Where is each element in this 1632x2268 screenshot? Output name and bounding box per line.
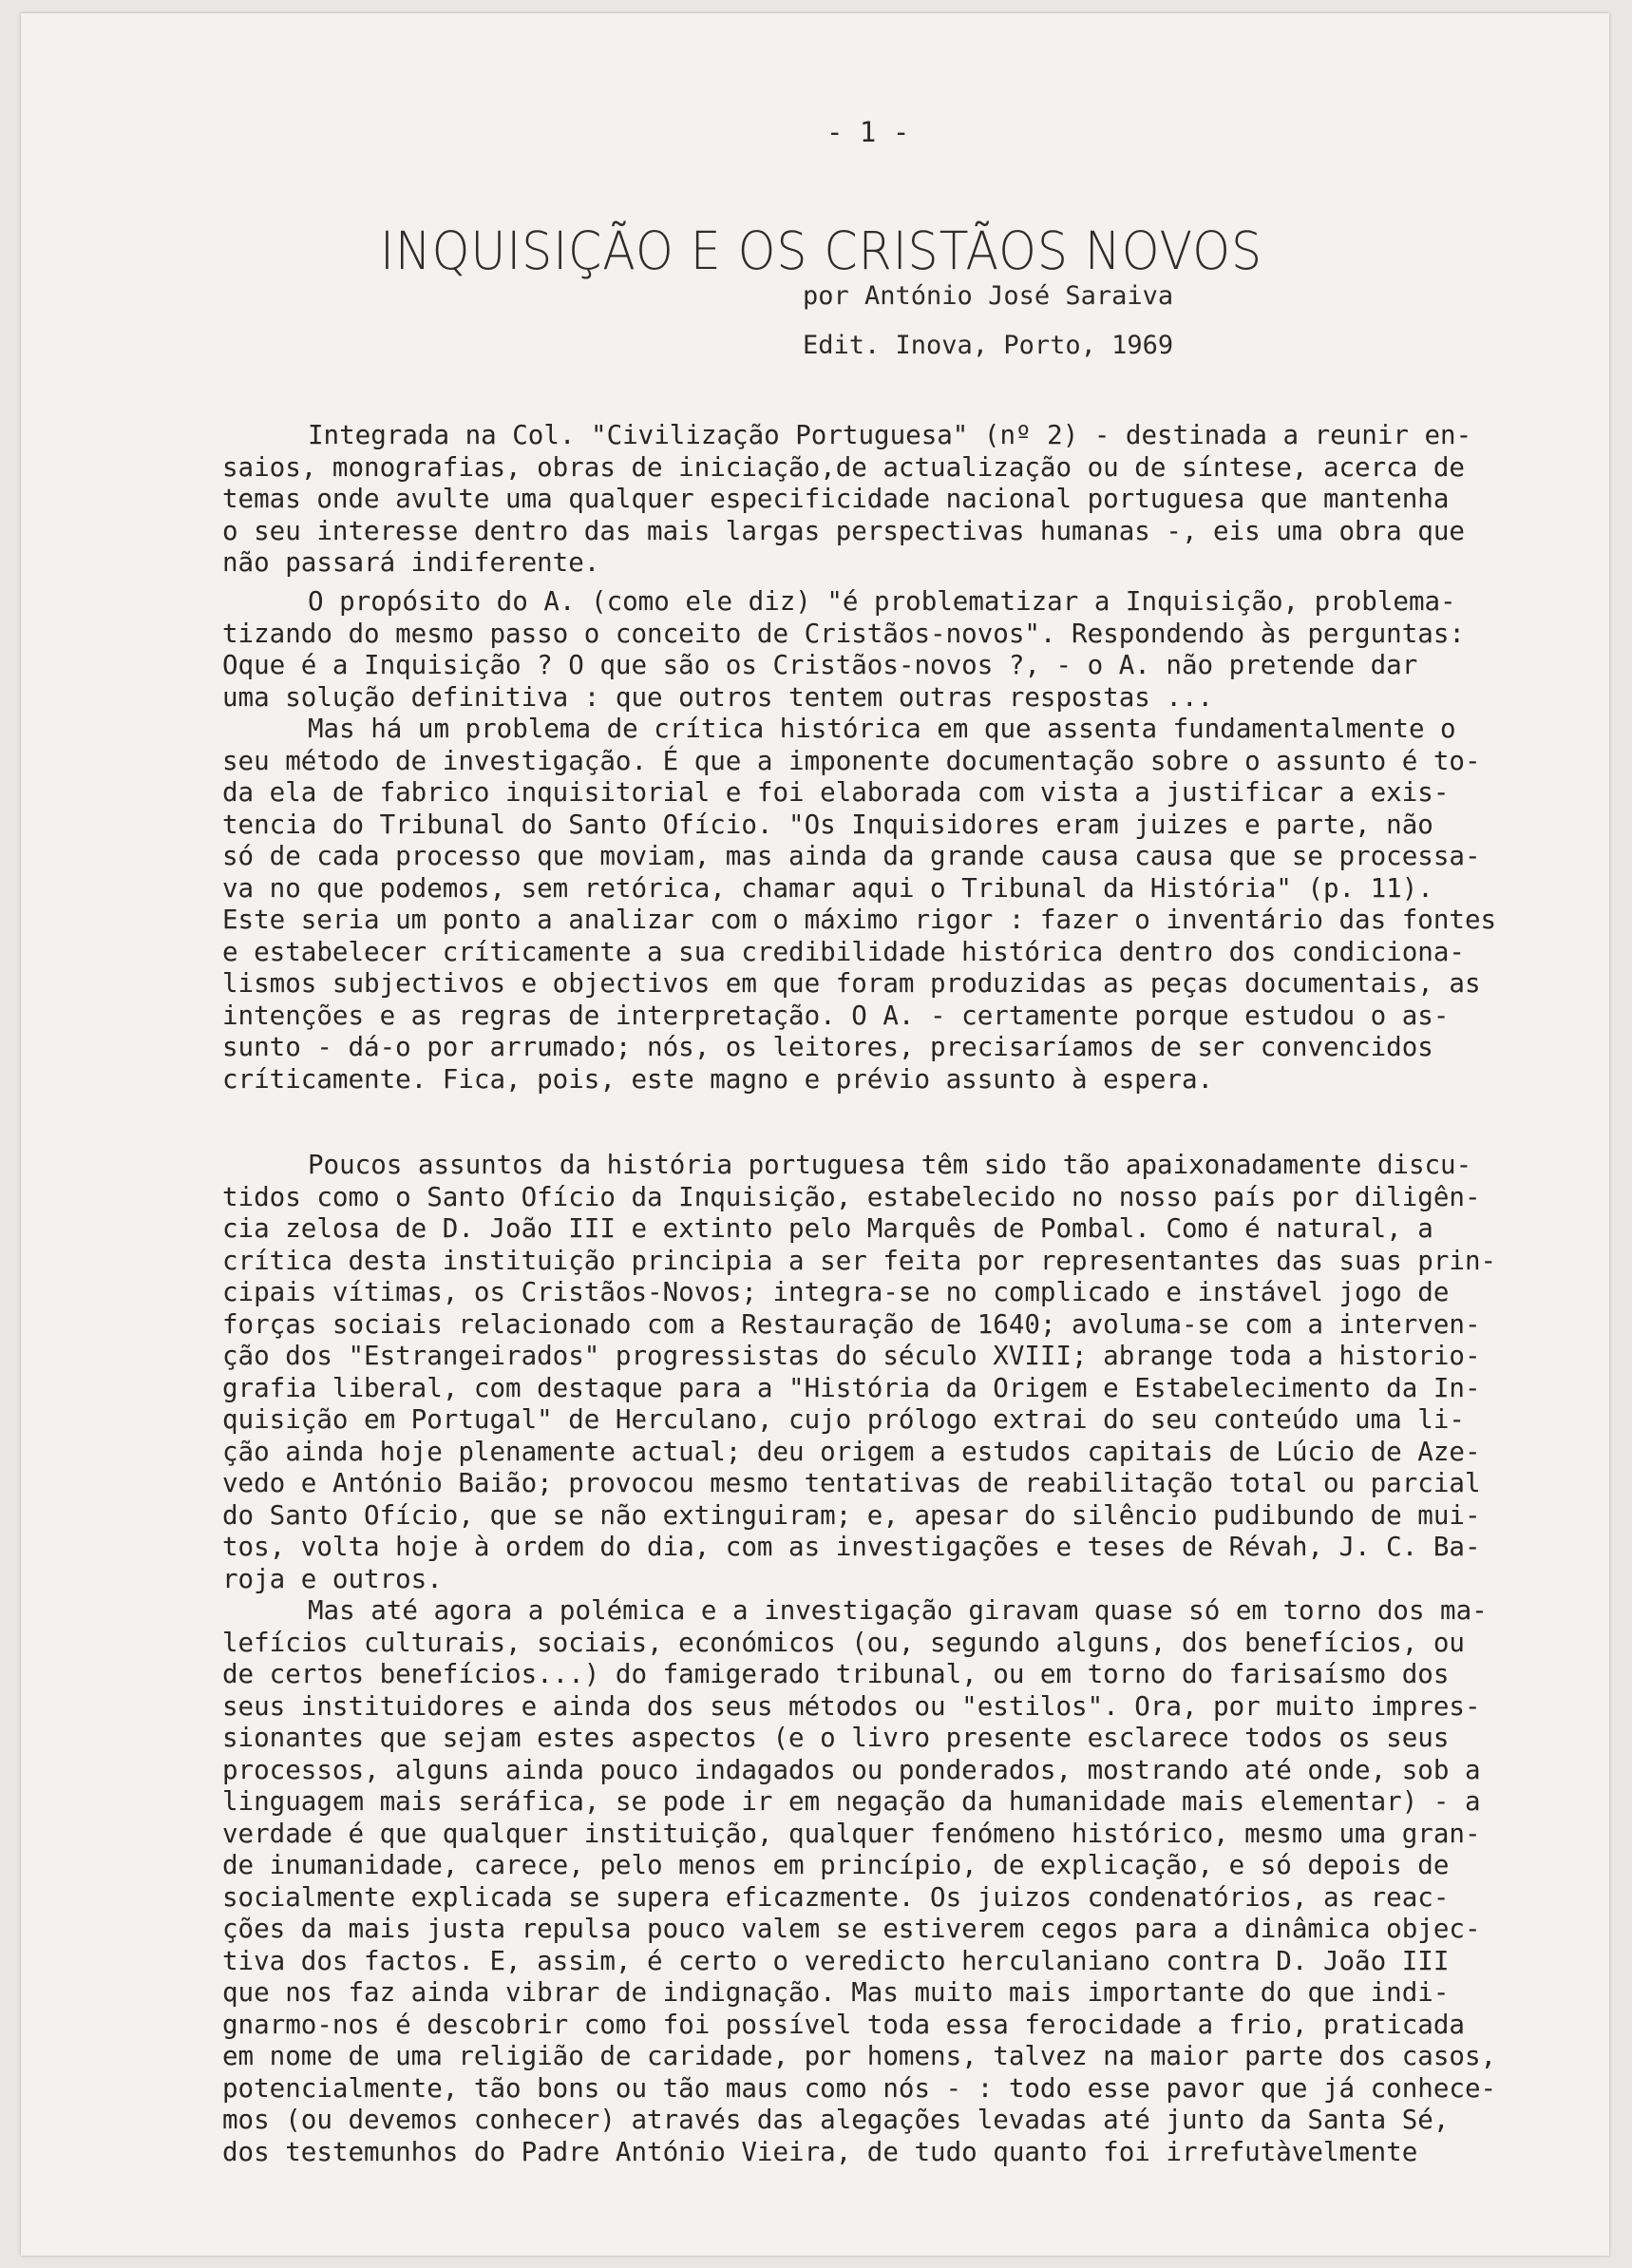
text-line: de certos benefícios...) do famigerado tribunal, ou em torno do farisaísmo dos — [222, 1659, 1450, 1689]
paragraph-3 — [222, 714, 1571, 1096]
text-line: Mas há um problema de crítica histórica em que assenta fundamentalmente o — [308, 714, 1456, 744]
text-line: o seu interesse dentro das mais largas perspectivas humanas -, eis uma obra que — [222, 515, 1465, 546]
text-line: tidos como o Santo Ofício da Inquisição, estabelecido no nosso país por diligên- — [222, 1181, 1481, 1212]
text-line: da ela de fabrico inquisitorial e foi elaborada com vista a justificar a exis- — [222, 777, 1450, 808]
text-line: não passará indiferente. — [222, 547, 600, 578]
text-line: tizando do mesmo passo o conceito de Cristãos-novos". Respondendo às perguntas: — [222, 618, 1465, 649]
text-line: em nome de uma religião de caridade, por homens, talvez na maior parte dos casos, — [222, 2041, 1497, 2071]
text-line: de inumanidade, carece, pelo menos em princípio, de explicação, e só depois de — [222, 1850, 1450, 1880]
text-line: cia zelosa de D. João III e extinto pelo Marquês de Pombal. Como é natural, a — [222, 1213, 1433, 1244]
document-title: INQUISIÇÃO E OS CRISTÃOS NOVOS — [380, 220, 1262, 281]
text-line: intenções e as regras de interpretação. O A. - certamente porque estudou o as- — [222, 1000, 1450, 1031]
text-line: crítica desta instituição principia a ser feita por representantes das suas prin- — [222, 1245, 1497, 1276]
paragraph-5 — [222, 1595, 1571, 2168]
text-line: só de cada processo que moviam, mas ainda da grande causa causa que se processa- — [222, 841, 1481, 871]
text-line: temas onde avulte uma qualquer especificidade nacional portuguesa que mantenha — [222, 484, 1450, 514]
text-line: uma solução definitiva : que outros tentem outras respostas ... — [222, 681, 1214, 713]
paragraph-1 — [222, 420, 1571, 580]
text-line: forças sociais relacionado com a Restauração de 1640; avoluma-se com a interven- — [222, 1308, 1481, 1340]
text-line: lismos subjectivos e objectivos em que foram produzidas as peças documentais, as — [222, 968, 1481, 999]
text-line: do Santo Ofício, que se não extinguiram; e, apesar do silêncio pudibundo de mui- — [222, 1499, 1481, 1531]
text-line: críticamente. Fica, pois, este magno e prévio assunto à espera. — [222, 1063, 1214, 1095]
text-line: O propósito do A. (como ele diz) "é problematizar a Inquisição, problema- — [308, 586, 1456, 617]
text-line: ção ainda hoje plenamente actual; deu origem a estudos capitais de Lúcio de Aze- — [222, 1436, 1481, 1467]
text-line: lefícios culturais, sociais, económicos (ou, segundo alguns, dos benefícios, ou — [222, 1627, 1465, 1658]
text-line: que nos faz ainda vibrar de indignação. Mas muito mais importante do que indi- — [222, 1977, 1450, 2008]
text-line: Mas até agora a polémica e a investigação giravam quase só em torno dos ma- — [308, 1595, 1488, 1626]
text-line: Oque é a Inquisição ? O que são os Cristãos-novos ?, - o A. não pretende dar — [222, 650, 1418, 680]
text-line: va no que podemos, sem retórica, chamar aqui o Tribunal da História" (p. 11). — [222, 872, 1433, 904]
text-line: mos (ou devemos conhecer) através das alegações levadas até junto da Santa Sé, — [222, 2105, 1450, 2135]
text-line: sionantes que sejam estes aspectos (e o livro presente esclarece todos os seus — [222, 1723, 1450, 1753]
text-line: tiva dos factos. E, assim, é certo o veredicto herculaniano contra D. João III — [222, 1945, 1450, 1976]
edition-info: Edit. Inova, Porto, 1969 — [803, 331, 1174, 360]
text-line: cipais vítimas, os Cristãos-Novos; integra-se no complicado e instável jogo de — [222, 1277, 1450, 1307]
text-line: vedo e António Baião; provocou mesmo tentativas de reabilitação total ou parcial — [222, 1468, 1481, 1498]
paragraph-4 — [222, 1150, 1571, 1595]
text-line: gnarmo-nos é descobrir como foi possível toda essa ferocidade a frio, praticada — [222, 2009, 1465, 2040]
text-line: quisição em Portugal" de Herculano, cujo prólogo extrai do seu conteúdo uma li- — [222, 1404, 1465, 1435]
text-line: seus instituidores e ainda dos seus métodos ou "estilos". Ora, por muito impres- — [222, 1690, 1481, 1722]
text-line: verdade é que qualquer instituição, qualquer fenómeno histórico, mesmo uma gran- — [222, 1818, 1481, 1849]
text-line: tos, volta hoje à ordem do dia, com as investigações e teses de Révah, J. C. Ba- — [222, 1532, 1481, 1562]
typewritten-page — [21, 13, 1609, 2256]
text-line: linguagem mais seráfica, se pode ir em negação da humanidade mais elementar) - a — [222, 1786, 1481, 1817]
text-line: sunto - dá-o por arrumado; nós, os leitores, precisaríamos de ser convencidos — [222, 1032, 1433, 1062]
text-line: Poucos assuntos da história portuguesa têm sido tão apaixonadamente discu- — [308, 1150, 1472, 1180]
text-line: Integrada na Col. "Civilização Portuguesa" (nº 2) - destinada a reunir en- — [308, 420, 1472, 450]
text-line: e estabelecer críticamente a sua credibilidade histórica dentro dos condiciona- — [222, 936, 1465, 967]
text-line: ções da mais justa repulsa pouco valem se estiverem cegos para a dinâmica objec- — [222, 1914, 1481, 1944]
text-line: ção dos "Estrangeirados" progressistas do século XVIII; abrange toda a historio- — [222, 1341, 1481, 1371]
text-line: saios, monografias, obras de iniciação,de actualização ou de síntese, acerca de — [222, 451, 1465, 483]
text-line: seu método de investigação. É que a imponente documentação sobre o assunto é to- — [222, 745, 1481, 776]
text-line: dos testemunhos do Padre António Vieira, de tudo quanto foi irrefutàvelmente — [222, 2136, 1418, 2167]
paragraph-2 — [222, 586, 1571, 714]
text-line: processos, alguns ainda pouco indagados ou ponderados, mostrando até onde, sob a — [222, 1754, 1481, 1785]
text-line: grafia liberal, com destaque para a "História da Origem e Estabelecimento da In- — [222, 1372, 1481, 1403]
text-line: potencialmente, tão bons ou tão maus como nós - : todo esse pavor que já conhece- — [222, 2072, 1497, 2104]
page-number: - 1 - — [826, 116, 910, 148]
text-line: socialmente explicada se supera eficazmente. Os juizos condenatórios, as reac- — [222, 1881, 1450, 1913]
author-byline: por António José Saraiva — [803, 281, 1174, 311]
text-line: tencia do Tribunal do Santo Ofício. "Os Inquisidores eram juizes e parte, não — [222, 809, 1433, 840]
text-line: Este seria um ponto a analizar com o máximo rigor : fazer o inventário das fontes — [222, 905, 1497, 935]
text-line: roja e outros. — [222, 1563, 443, 1594]
